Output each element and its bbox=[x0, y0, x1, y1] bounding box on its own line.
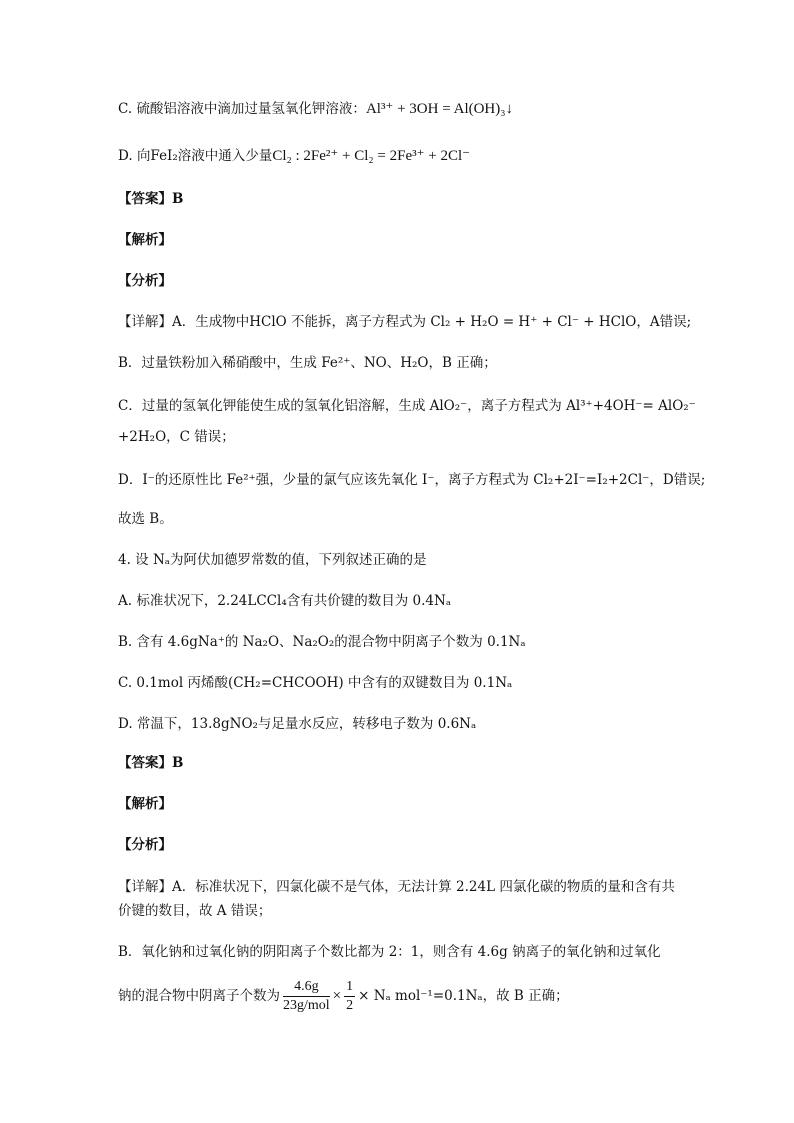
detail-d: D．I⁻的还原性比 Fe²⁺强，少量的氯气应该先氧化 I⁻，离子方程式为 Cl₂+2I⁻=I₂+2Cl⁻，D错误; bbox=[118, 472, 706, 488]
detail-b: B．过量铁粉加入稀硝酸中，生成 Fe²⁺、NO、H₂O，B 正确； bbox=[118, 355, 497, 371]
detail-2-b-formula: 钠的混合物中阴离子个数为 $\frac{4.6g}{\text{23g/mol}}$ × $\frac{1}{2}$ × Nₐ mol⁻¹=0.1Nₐ，故 B 正确； bbox=[118, 979, 569, 1013]
option-c-equation: C. 硫酸铝溶液中滴加过量氢氧化钾溶液：Al³⁺ + 3OH = Al(OH)₃↓ bbox=[118, 101, 513, 117]
conclusion: 故选 B。 bbox=[118, 511, 173, 527]
fraction-one-half: $\frac{1}{2}$ bbox=[346, 979, 354, 1013]
question-4-option-c: C. 0.1mol 丙烯酸(CH₂=CHCOOH) 中含有的双键数目为 0.1Nₐ bbox=[118, 675, 513, 691]
detail-2-a: 【详解】A．标准状况下，四氯化碳不是气体，无法计算 2.24L 四氯化碳的物质的量和含有共价键的数目，故 A 错误； bbox=[118, 879, 675, 919]
analysis-heading-2: 【解析】 bbox=[118, 796, 172, 812]
fraction-mass-over-molar: $\frac{4.6g}{\text{23g/mol}}$ bbox=[283, 979, 330, 1013]
answer-heading-2: 【答案】B bbox=[118, 755, 184, 771]
equation: Cl₂ : 2Fe²⁺ + Cl₂ = 2Fe³⁺ + 2Cl⁻ bbox=[272, 148, 471, 164]
reasoning-heading-2: 【分析】 bbox=[118, 837, 172, 853]
reasoning-heading: 【分析】 bbox=[118, 273, 172, 289]
detail-a: 【详解】A．生成物中HClO 不能拆，离子方程式为 Cl₂ + H₂O = H⁺ + Cl⁻ + HClO，A错误; bbox=[118, 314, 692, 330]
analysis-heading: 【解析】 bbox=[118, 232, 172, 248]
detail-2-b: B．氧化钠和过氧化钠的阴阳离子个数比都为 2：1，则含有 4.6g 钠离子的氧化钠和过氧化 bbox=[118, 944, 661, 960]
detail-c-cont: +2H₂O，C 错误； bbox=[118, 429, 235, 445]
equation: Al³⁺ + 3OH = Al(OH)₃↓ bbox=[365, 101, 513, 117]
question-4-option-d: D. 常温下，13.8gNO₂与足量水反应，转移电子数为 0.6Nₐ bbox=[118, 716, 477, 732]
option-d-equation: D. 向FeI₂溶液中通入少量Cl₂ : 2Fe²⁺ + Cl₂ = 2Fe³⁺ + 2Cl⁻ bbox=[118, 148, 471, 164]
answer-heading: 【答案】B bbox=[118, 191, 184, 207]
question-4-option-b: B. 含有 4.6gNa⁺的 Na₂O、Na₂O₂的混合物中阴离子个数为 0.1Nₐ bbox=[118, 634, 526, 650]
question-4-option-a: A. 标准状况下，2.24LCCl₄含有共价键的数目为 0.4Nₐ bbox=[118, 593, 452, 609]
detail-c: C．过量的氢氧化钾能使生成的氢氧化铝溶解，生成 AlO₂⁻，离子方程式为 Al³⁺+4OH⁻= AlO₂⁻ bbox=[118, 398, 696, 414]
question-4-stem: 4. 设 Nₐ为阿伏加德罗常数的值，下列叙述正确的是 bbox=[118, 552, 427, 568]
